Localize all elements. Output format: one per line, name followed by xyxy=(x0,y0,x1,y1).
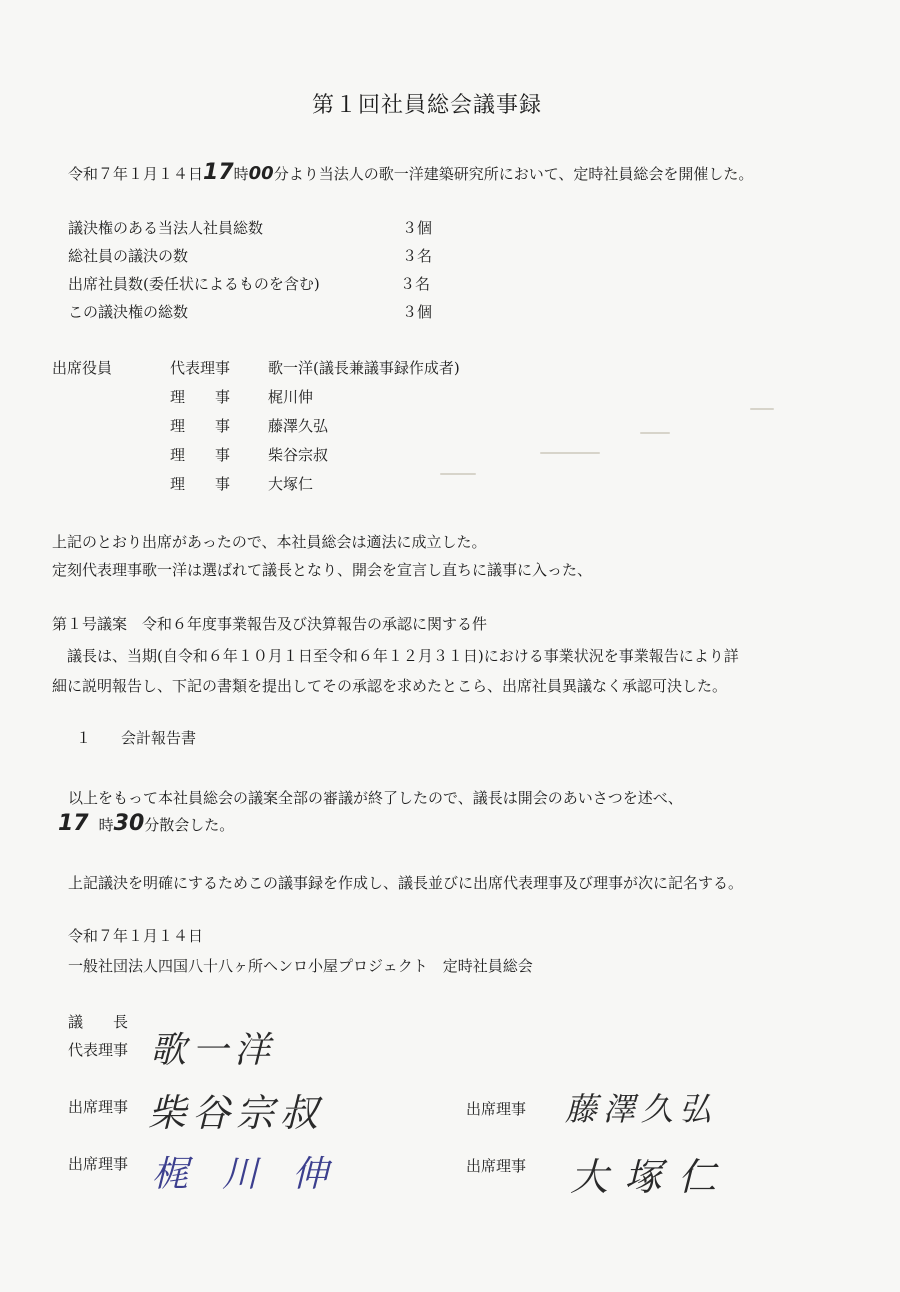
attending-director-label: 出席理事 xyxy=(466,1157,527,1175)
agenda-text: 細に説明報告し、下記の書類を提出してその承認を求めたとこら、出席社員異議なく承認可決した。 xyxy=(52,677,728,695)
opening-date: 令和７年１月１４日 xyxy=(68,165,204,183)
organization-name: 一般社団法人四国八十八ヶ所ヘンロ小屋プロジェクト 定時社員総会 xyxy=(68,957,533,975)
opening-hour: 17 xyxy=(203,160,234,185)
stat-label: 議決権のある当法人社員総数 xyxy=(68,219,264,237)
quorum-line: 定刻代表理事歌一洋は選ばれて議長となり、開会を宣言し直ちに議事に入った、 xyxy=(52,561,593,579)
page-title: 第１回社員総会議事録 xyxy=(312,93,543,118)
kajikawa-signature: 梶川伸 xyxy=(152,1154,363,1195)
closing-line: 以上をもって本社員総会の議案全部の審議が終了したので、議長は開会のあいさつを述べ、 xyxy=(68,789,683,807)
document-item: １ 会計報告書 xyxy=(76,729,197,747)
closing-minute: 30 xyxy=(113,811,145,836)
otsuka-signature: 大塚仁 xyxy=(570,1155,733,1199)
chair-label: 議 長 xyxy=(68,1013,129,1031)
opening-line xyxy=(68,160,754,185)
attendee-role: 理 事 xyxy=(170,475,231,493)
attendee-role: 理 事 xyxy=(170,446,231,464)
stat-value: ３名 xyxy=(400,275,431,293)
attending-director-label: 出席理事 xyxy=(68,1098,129,1116)
stat-value: ３個 xyxy=(402,219,433,237)
stat-label: 出席社員数(委任状によるものを含む) xyxy=(68,275,320,293)
opening-minute: 00 xyxy=(248,163,274,184)
attendee-name: 柴谷宗叔 xyxy=(268,446,329,464)
fujisawa-signature: 藤澤久弘 xyxy=(565,1090,718,1128)
rep-director-signature: 歌一洋 xyxy=(150,1030,277,1071)
quorum-line: 上記のとおり出席があったので、本社員総会は適法に成立した。 xyxy=(52,533,487,551)
attending-director-label: 出席理事 xyxy=(466,1100,527,1118)
paper-speck xyxy=(640,432,670,434)
attendee-name: 歌一洋(議長兼議事録作成者) xyxy=(268,359,460,377)
attendee-role: 理 事 xyxy=(170,417,231,435)
agenda-title: 第１号議案 令和６年度事業報告及び決算報告の承認に関する件 xyxy=(52,615,488,633)
opening-text: 分より当法人の歌一洋建築研究所において、定時社員総会を開催した。 xyxy=(273,165,754,183)
stat-value: ３名 xyxy=(402,247,433,265)
stat-label: この議決権の総数 xyxy=(68,303,189,321)
attendee-name: 梶川伸 xyxy=(268,388,314,406)
closing-time xyxy=(58,811,235,836)
stat-label: 総社員の議決の数 xyxy=(68,247,189,265)
closing-hour: 17 xyxy=(58,811,89,836)
agenda-text: 議長は、当期(自令和６年１０月１日至令和６年１２月３１日)における事業状況を事業報告により詳 xyxy=(52,647,739,665)
opening-hour-unit: 時 xyxy=(233,165,249,183)
attending-director-label: 出席理事 xyxy=(68,1155,129,1173)
attendees-label: 出席役員 xyxy=(52,359,113,377)
attendee-role: 代表理事 xyxy=(170,359,231,377)
attendee-name: 大塚仁 xyxy=(268,475,314,493)
paper-speck xyxy=(750,408,774,410)
rep-director-label: 代表理事 xyxy=(68,1041,129,1059)
paper-speck xyxy=(540,452,600,454)
signing-date: 令和７年１月１４日 xyxy=(68,927,204,945)
closing-hour-unit: 時 xyxy=(98,816,114,834)
paper-speck xyxy=(440,473,476,475)
record-line: 上記議決を明確にするためこの議事録を作成し、議長並びに出席代表理事及び理事が次に記名する。 xyxy=(68,874,744,892)
attendee-name: 藤澤久弘 xyxy=(268,417,329,435)
closing-text: 分散会した。 xyxy=(144,816,235,834)
stat-value: ３個 xyxy=(402,303,433,321)
shibatani-signature: 柴谷宗叔 xyxy=(148,1091,325,1135)
attendee-role: 理 事 xyxy=(170,388,231,406)
